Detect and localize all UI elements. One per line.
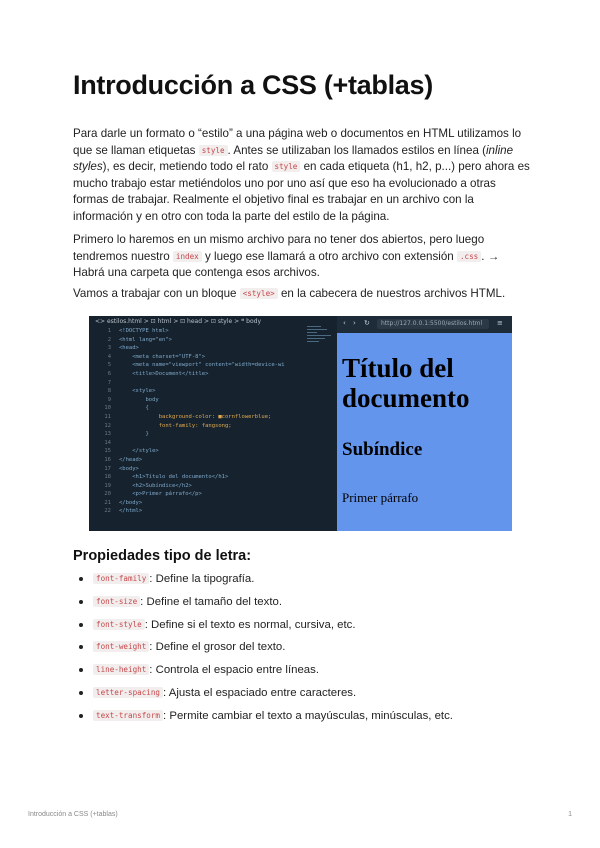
- line-number: 11: [104, 413, 111, 420]
- property-description: : Define la tipografía.: [149, 573, 255, 585]
- bullet-icon: [79, 623, 83, 627]
- line-number: 3: [107, 345, 111, 352]
- intro-paragraph: Para darle un formato o “estilo” a una página web o documentos en HTML utilizamos lo que se llaman etiquetas style . Antes se utilizaban los llamados estilos en línea (inline styles), es decir, metiendo todo el rato style en cada etiqueta (h1, h2, p...) pero ahora es mucho trabajo estar metiéndolos uno por uno así que eso ha evolucionado a otras formas de trabajar. Realmente el objetivo final es trabajar en un archivo con la información y en otro con toda la parte del estilo de la página.: [73, 127, 530, 223]
- property-description: : Define si el texto es normal, cursiva, etc.: [144, 618, 356, 631]
- preview-paragraph: Primer párrafo: [342, 490, 419, 505]
- code-line: <h2>Subíndice</h2>: [119, 482, 192, 489]
- editor-minimap: [307, 324, 337, 364]
- inline-code-css: .css: [457, 251, 481, 262]
- property-item: [73, 618, 453, 641]
- bullet-icon: [79, 691, 83, 695]
- line-number: 7: [107, 379, 111, 386]
- code-line: body: [119, 396, 159, 403]
- line-number: 8: [107, 388, 111, 395]
- editor-breadcrumb: <> estilos.html > ⊡ html > ⊡ head > ⊡ style > ❝ body: [89, 316, 325, 327]
- property-description: : Permite cambiar el texto a mayúsculas, minúsculas, etc.: [163, 709, 453, 722]
- inline-code-style: style: [272, 161, 301, 172]
- line-number: 1: [107, 328, 111, 334]
- font-properties-list: [73, 572, 453, 732]
- menu-icon[interactable]: ≡: [497, 319, 503, 327]
- address-bar[interactable]: http://127.0.0.1:5500/estilos.html: [377, 319, 489, 329]
- property-item: [73, 686, 453, 709]
- line-number: 10: [104, 405, 111, 412]
- code-line: <!DOCTYPE html>: [119, 328, 169, 334]
- line-number: 4: [107, 353, 111, 360]
- line-number: 21: [104, 499, 111, 506]
- property-description: : Ajusta el espaciado entre caracteres.: [163, 686, 357, 699]
- files-paragraph: Primero lo haremos en un mismo archivo para no tener dos abiertos, pero luego tendremos nuestro index y luego ese llamará a otro archivo con extensión .css . → Habrá una carpeta que contenga esos archivos.: [73, 233, 500, 280]
- code-line: <style>: [119, 388, 156, 395]
- line-number: 17: [104, 465, 111, 472]
- browser-toolbar: [337, 316, 512, 333]
- code-line: [119, 439, 309, 448]
- line-number: 22: [104, 508, 111, 515]
- section-title: Propiedades tipo de letra:: [73, 548, 252, 564]
- code-line: font-family: fangsong;: [119, 422, 232, 429]
- browser-preview: [337, 333, 512, 531]
- property-item: [73, 572, 453, 595]
- code-line: <h1>Título del documento</h1>: [119, 474, 229, 481]
- property-code: letter-spacing: [93, 687, 163, 698]
- back-icon[interactable]: ‹: [343, 319, 346, 327]
- property-code: font-weight: [93, 641, 149, 652]
- code-line: </style>: [119, 448, 159, 455]
- line-number: 9: [107, 396, 111, 403]
- code-line: {: [119, 405, 149, 412]
- inline-code-style-tag: <style>: [240, 288, 278, 299]
- code-line: }: [119, 431, 149, 438]
- footer-title: Introducción a CSS (+tablas): [28, 811, 118, 818]
- line-number: 15: [104, 448, 111, 455]
- code-editor: [119, 327, 309, 516]
- preview-heading: Título del documento: [342, 353, 470, 413]
- bullet-icon: [79, 577, 83, 581]
- style-block-paragraph: Vamos a trabajar con un bloque <style> en la cabecera de nuestros archivos HTML.: [73, 287, 506, 300]
- line-number: 13: [104, 431, 111, 438]
- property-code: font-family: [93, 573, 149, 584]
- line-number: 5: [107, 362, 111, 369]
- property-item: [73, 663, 453, 686]
- code-line: <p>Primer párrafo</p>: [119, 491, 202, 498]
- code-line: </html>: [119, 508, 143, 515]
- property-item: [73, 709, 453, 732]
- code-line: <html lang="en">: [119, 336, 172, 343]
- line-number: 2: [107, 336, 111, 343]
- code-line: </body>: [119, 499, 143, 506]
- code-line: [119, 379, 309, 388]
- code-line: <meta charset="UTF-8">: [119, 353, 206, 360]
- line-number: 20: [104, 491, 111, 498]
- property-description: : Define el tamaño del texto.: [140, 595, 282, 608]
- bullet-icon: [79, 714, 83, 718]
- property-description: : Controla el espacio entre líneas.: [149, 664, 319, 677]
- line-number: 18: [104, 474, 111, 481]
- page-number: 1: [568, 811, 572, 818]
- inline-code-style: style: [199, 145, 228, 156]
- line-number: 6: [107, 370, 111, 377]
- code-line: <title>Document</title>: [119, 370, 209, 377]
- property-description: : Define el grosor del texto.: [149, 641, 286, 654]
- code-line: <head>: [119, 345, 139, 352]
- line-number: 14: [104, 439, 111, 446]
- line-number: 12: [104, 422, 111, 429]
- property-code: font-size: [93, 596, 140, 607]
- bullet-icon: [79, 668, 83, 672]
- inline-code-index: index: [173, 251, 202, 262]
- line-number-gutter: [89, 327, 111, 516]
- property-code: font-style: [93, 619, 145, 630]
- preview-subheading: Subíndice: [342, 439, 423, 460]
- page-title: Introducción a CSS (+tablas): [73, 70, 433, 100]
- code-line: background-color: ■cornflowerblue;: [119, 413, 272, 420]
- code-line: </head>: [119, 456, 143, 463]
- bullet-icon: [79, 600, 83, 604]
- code-line: <body>: [119, 465, 139, 472]
- reload-icon[interactable]: ↻: [364, 319, 370, 327]
- property-item: [73, 640, 453, 663]
- code-line: <meta name="viewport" content="width=device-wi: [119, 362, 285, 369]
- property-code: line-height: [93, 664, 149, 675]
- property-item: [73, 595, 453, 618]
- editor-browser-screenshot: [89, 316, 512, 531]
- line-number: 16: [104, 456, 111, 463]
- forward-icon[interactable]: ›: [353, 319, 356, 327]
- property-code: text-transform: [93, 710, 163, 721]
- line-number: 19: [104, 482, 111, 489]
- bullet-icon: [79, 645, 83, 649]
